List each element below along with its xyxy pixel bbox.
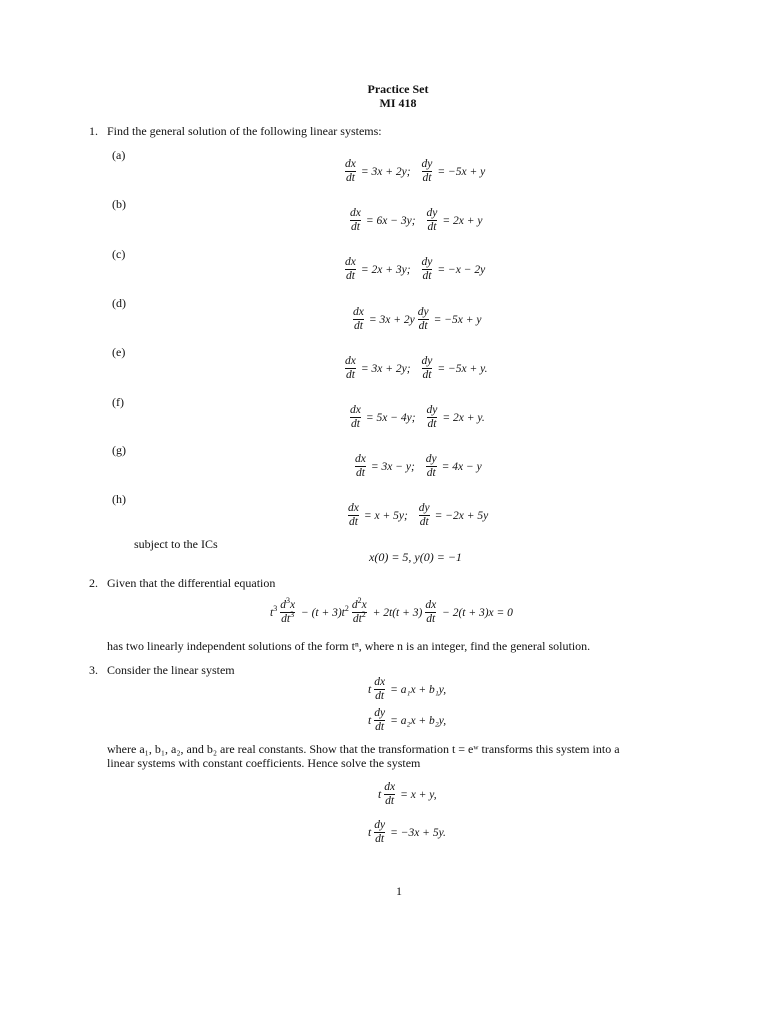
system-1-eq-2-rhs: = a₂x + b₂y, [390, 714, 447, 727]
system-2-eq-1: t $\frac{dx}{dt}$ = x + y, [378, 781, 437, 807]
part-equation-rhs-2: = −5x + y. [437, 362, 488, 375]
part-equation: $\frac{dx}{dt}$ = 5x − 4y; $\frac{dy}{dt}$ = 2x + y. [350, 404, 485, 430]
part-equation: $\frac{dx}{dt}$ = 3x − y; $\frac{dy}{dt}$ = 4x − y [355, 453, 482, 479]
part-equation-rhs-1: = 3x + 2y; [360, 362, 411, 375]
part-label: (d) [112, 296, 126, 310]
ic-equation: x(0) = 5, y(0) = −1 [369, 550, 462, 564]
part-equation-rhs-2: = −5x + y [437, 165, 486, 178]
problem-2-text: Given that the differential equation [107, 576, 276, 590]
part-label: (g) [112, 443, 126, 457]
course-code: MI 418 [379, 96, 417, 110]
part-equation-rhs-2: = 2x + y [442, 214, 483, 227]
part-equation: $\frac{dx}{dt}$ = 3x + 2y $\frac{dy}{dt}$ = −5x + y [353, 306, 482, 332]
part-equation: $\frac{dx}{dt}$ = 3x + 2y; $\frac{dy}{dt}$ = −5x + y. [345, 355, 488, 381]
part-label: (h) [112, 492, 126, 506]
problem-3-number: 3. [89, 663, 98, 677]
part-equation: $\frac{dx}{dt}$ = 2x + 3y; $\frac{dy}{dt}$ = −x − 2y [345, 256, 486, 282]
system-2-eq-1-rhs: = x + y, [400, 788, 437, 801]
system-2-eq-2-rhs: = −3x + 5y. [390, 826, 446, 839]
part-equation-rhs-1: = 5x − 4y; [365, 411, 416, 424]
part-label: (e) [112, 345, 126, 359]
part-equation: $\frac{dx}{dt}$ = 3x + 2y; $\frac{dy}{dt}$ = −5x + y [345, 158, 486, 184]
part-label: (a) [112, 148, 126, 162]
system-1-eq-2: t $\frac{dy}{dt}$ = a₂x + b₂y, [368, 707, 447, 733]
problem-3-paragraph-line-1: where a₁, b₁, a₂, and b₂ are real constants. Show that the transformation t = eʷ transforms this system into a [107, 742, 620, 756]
document-title: Practice Set [367, 82, 429, 96]
part-equation-rhs-2: = 4x − y [441, 460, 482, 473]
problem-2-tail: has two linearly independent solutions of the form tⁿ, where n is an integer, find the general solution. [107, 639, 591, 653]
part-equation-rhs-1: = 6x − 3y; [365, 214, 416, 227]
part-equation-rhs-2: = −5x + y [433, 313, 482, 326]
part-equation-rhs-1: = 3x + 2y [368, 313, 415, 326]
part-equation-rhs-2: = −x − 2y [437, 263, 486, 276]
part-label: (b) [112, 197, 126, 211]
system-1-eq-1-rhs: = a₁x + b₁y, [390, 683, 447, 696]
problem-1-number: 1. [89, 124, 98, 138]
ode-equation: $t^3$ $\frac{d^3x}{dt^3}$ − $(t + 3)t^2$ $\frac{d^2x}{dt^2}$ + 2t(t + 3) $\frac{dx}{dt}$ − 2(t + 3)x = 0 [270, 596, 513, 625]
page-number: 1 [396, 884, 402, 898]
problem-1-text: Find the general solution of the following linear systems: [107, 124, 382, 138]
part-equation-rhs-1: = 3x − y; [370, 460, 415, 473]
problem-3-text: Consider the linear system [107, 663, 235, 677]
part-equation: $\frac{dx}{dt}$ = 6x − 3y; $\frac{dy}{dt}$ = 2x + y [350, 207, 483, 233]
part-label: (f) [112, 395, 124, 409]
part-equation-rhs-2: = −2x + 5y [434, 509, 489, 522]
part-label: (c) [112, 247, 126, 261]
problem-3-paragraph-line-2: linear systems with constant coefficients. Hence solve the system [107, 756, 421, 770]
part-equation-rhs-1: = 3x + 2y; [360, 165, 411, 178]
part-equation-rhs-1: = 2x + 3y; [360, 263, 411, 276]
problem-2-number: 2. [89, 576, 98, 590]
ic-text: subject to the ICs [134, 537, 218, 551]
part-equation-rhs-2: = 2x + y. [442, 411, 485, 424]
system-2-eq-2: t $\frac{dy}{dt}$ = −3x + 5y. [368, 819, 446, 845]
part-equation-rhs-1: = x + 5y; [363, 509, 408, 522]
system-1-eq-1: t $\frac{dx}{dt}$ = a₁x + b₁y, [368, 676, 447, 702]
part-equation: $\frac{dx}{dt}$ = x + 5y; $\frac{dy}{dt}$ = −2x + 5y [348, 502, 489, 528]
